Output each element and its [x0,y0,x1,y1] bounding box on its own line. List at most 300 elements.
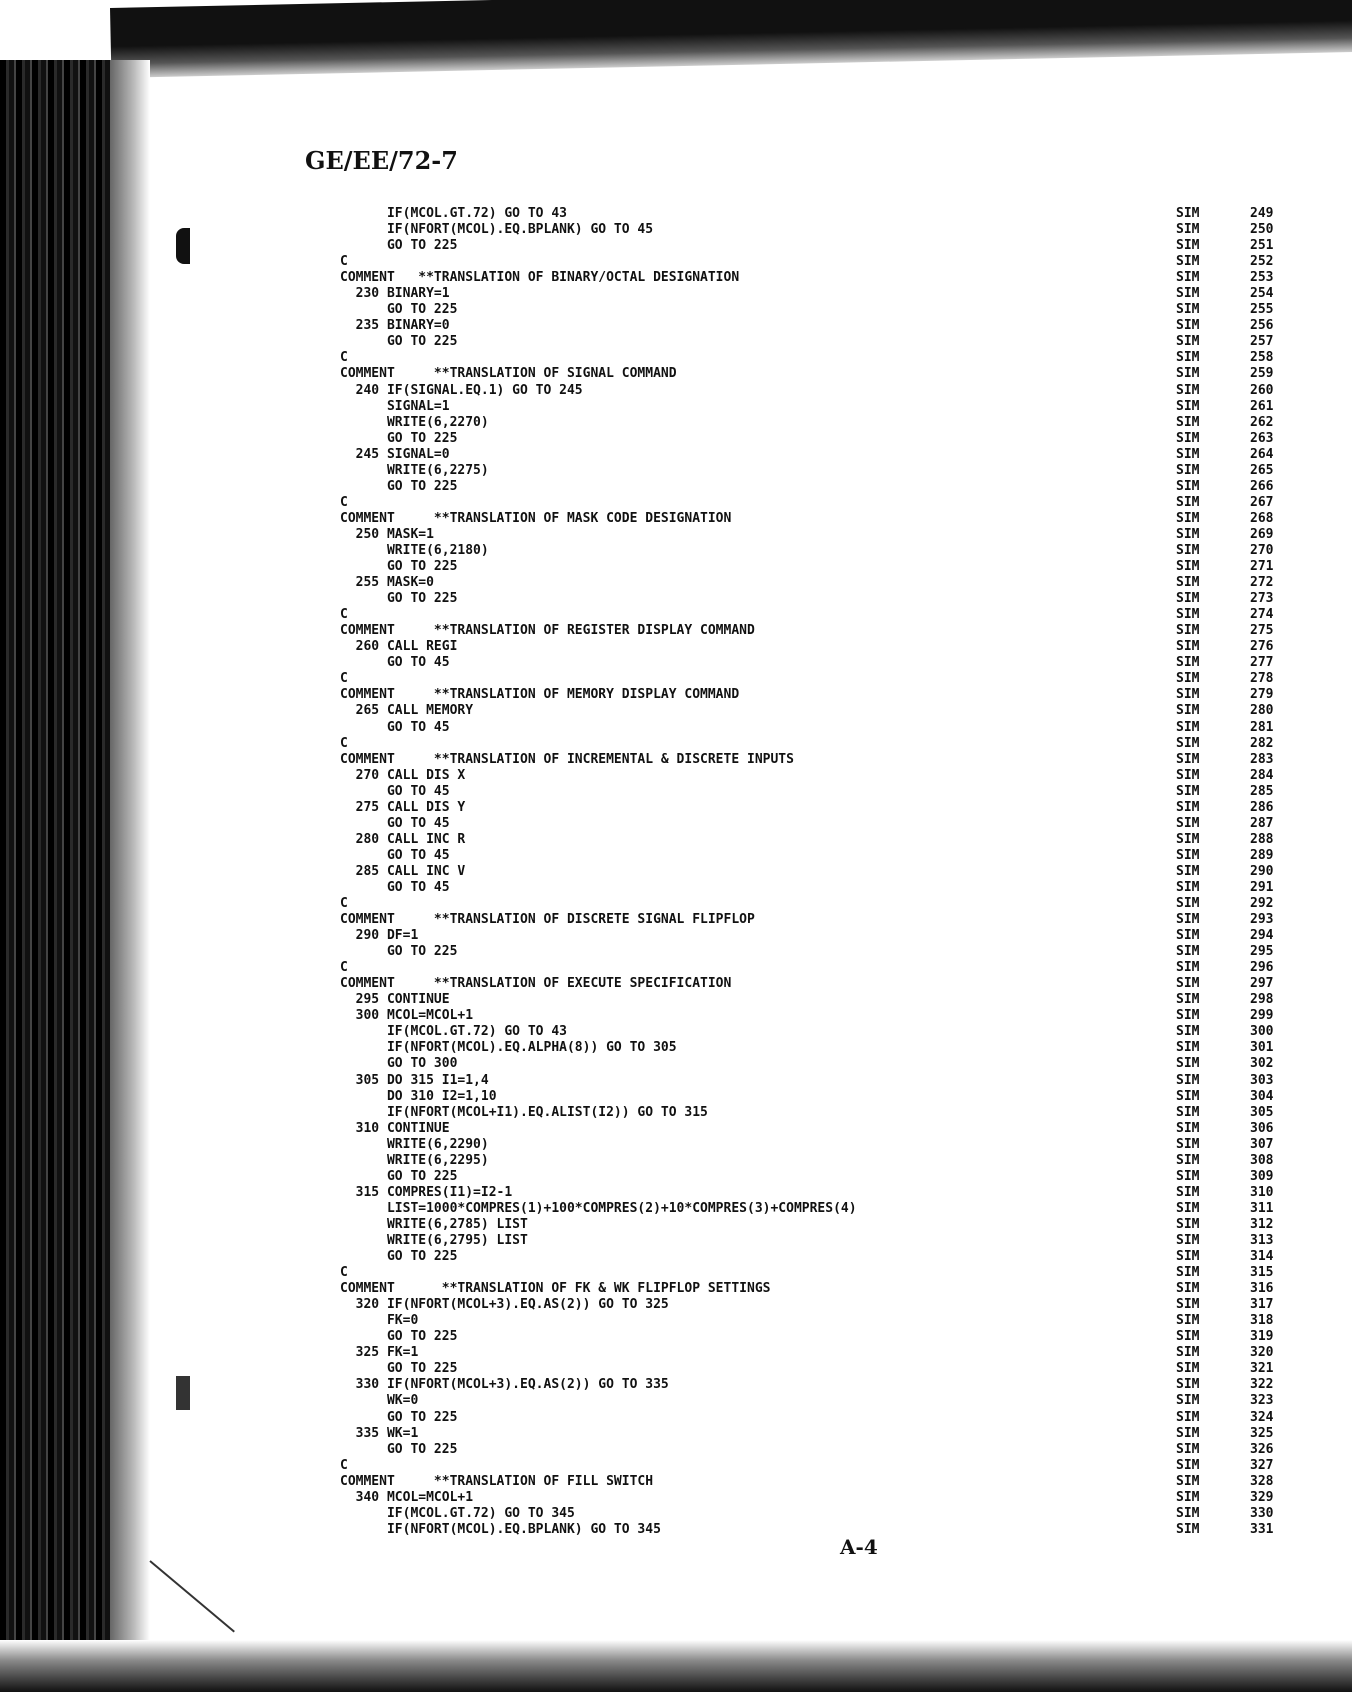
listing-row [340,1410,1300,1426]
listing-code: WRITE(6,2290) [340,1136,489,1152]
listing-code: IF(NFORT(MCOL+I1).EQ.ALIST(I2)) GO TO 315 [340,1104,708,1120]
listing-num: 277 [1250,655,1274,671]
listing-tag: SIM [1176,1072,1200,1088]
listing-tag: SIM [1176,1409,1200,1425]
listing-tag: SIM [1176,270,1200,286]
listing-tag: SIM [1176,350,1200,366]
listing-tag: SIM [1176,1281,1200,1297]
listing-code: WRITE(6,2785) LIST [340,1216,528,1232]
listing-tag: SIM [1176,1489,1200,1505]
listing-tag: SIM [1176,366,1200,382]
listing-tag: SIM [1176,286,1200,302]
listing-code: 250 MASK=1 [340,526,434,542]
listing-code: GO TO 225 [340,430,458,446]
listing-row [340,302,1300,318]
listing-row [340,1201,1300,1217]
listing-num: 319 [1250,1329,1274,1345]
listing-num: 264 [1250,446,1274,462]
listing-code: COMMENT **TRANSLATION OF FILL SWITCH [340,1473,654,1489]
listing-row [340,736,1300,752]
listing-num: 287 [1250,815,1274,831]
listing-row [340,992,1300,1008]
listing-row [340,1040,1300,1056]
listing-row [340,639,1300,655]
listing-tag: SIM [1176,751,1200,767]
listing-row [340,270,1300,286]
listing-row [340,383,1300,399]
listing-code: GO TO 225 [340,1361,458,1377]
listing-row [340,720,1300,736]
listing-tag: SIM [1176,687,1200,703]
listing-row [340,415,1300,431]
listing-code: 280 CALL INC R [340,831,466,847]
listing-code: 260 CALL REGI [340,639,458,655]
listing-code: COMMENT **TRANSLATION OF MASK CODE DESIGNATION [340,510,732,526]
listing-code: C [340,1457,348,1473]
listing-row [340,1506,1300,1522]
listing-num: 265 [1250,462,1274,478]
listing-num: 282 [1250,735,1274,751]
listing-num: 268 [1250,510,1274,526]
listing-row [340,318,1300,334]
listing-num: 321 [1250,1361,1274,1377]
listing-num: 327 [1250,1457,1274,1473]
listing-tag: SIM [1176,1056,1200,1072]
listing-num: 315 [1250,1265,1274,1281]
listing-code: 335 WK=1 [340,1425,419,1441]
listing-tag: SIM [1176,1024,1200,1040]
listing-row [340,623,1300,639]
scan-bottom-shadow [0,1640,1352,1692]
listing-num: 329 [1250,1489,1274,1505]
listing-tag: SIM [1176,863,1200,879]
listing-code: DO 310 I2=1,10 [340,1088,497,1104]
listing-row [340,366,1300,382]
listing-code: 290 DF=1 [340,928,419,944]
listing-tag: SIM [1176,510,1200,526]
listing-tag: SIM [1176,960,1200,976]
listing-row [340,848,1300,864]
listing-tag: SIM [1176,446,1200,462]
listing-num: 259 [1250,366,1274,382]
listing-row [340,864,1300,880]
listing-num: 302 [1250,1056,1274,1072]
listing-row [340,463,1300,479]
listing-row [340,1056,1300,1072]
scan-page-edge [110,60,150,1660]
listing-code: COMMENT **TRANSLATION OF SIGNAL COMMAND [340,366,677,382]
code-listing [340,206,1300,1538]
listing-row [340,1089,1300,1105]
listing-row [340,495,1300,511]
listing-num: 303 [1250,1072,1274,1088]
listing-code: WRITE(6,2295) [340,1152,489,1168]
listing-code: GO TO 45 [340,719,450,735]
listing-num: 323 [1250,1393,1274,1409]
listing-row [340,1345,1300,1361]
listing-num: 299 [1250,1008,1274,1024]
listing-row [340,1121,1300,1137]
listing-tag: SIM [1176,639,1200,655]
listing-code: COMMENT **TRANSLATION OF INCREMENTAL & DISCRETE INPUTS [340,751,794,767]
listing-num: 288 [1250,831,1274,847]
listing-num: 289 [1250,847,1274,863]
listing-num: 316 [1250,1281,1274,1297]
listing-tag: SIM [1176,944,1200,960]
listing-code: WRITE(6,2180) [340,542,489,558]
listing-tag: SIM [1176,655,1200,671]
listing-row [340,1185,1300,1201]
listing-num: 304 [1250,1088,1274,1104]
listing-row [340,511,1300,527]
listing-code: C [340,254,348,270]
listing-code: IF(NFORT(MCOL).EQ.BPLANK) GO TO 345 [340,1521,661,1537]
listing-row [340,431,1300,447]
listing-num: 330 [1250,1505,1274,1521]
listing-num: 261 [1250,398,1274,414]
listing-num: 318 [1250,1313,1274,1329]
listing-tag: SIM [1176,542,1200,558]
listing-code: GO TO 225 [340,944,458,960]
listing-tag: SIM [1176,1104,1200,1120]
listing-code: GO TO 225 [340,1168,458,1184]
listing-num: 324 [1250,1409,1274,1425]
listing-tag: SIM [1176,1457,1200,1473]
listing-tag: SIM [1176,559,1200,575]
listing-num: 250 [1250,222,1274,238]
document-id: GE/EE/72-7 [305,146,458,175]
listing-tag: SIM [1176,462,1200,478]
listing-num: 290 [1250,863,1274,879]
listing-tag: SIM [1176,1120,1200,1136]
listing-num: 278 [1250,671,1274,687]
listing-tag: SIM [1176,206,1200,221]
listing-row [340,1313,1300,1329]
listing-code: WRITE(6,2270) [340,414,489,430]
listing-row [340,1329,1300,1345]
listing-num: 328 [1250,1473,1274,1489]
listing-row [340,960,1300,976]
listing-code: GO TO 225 [340,559,458,575]
listing-num: 262 [1250,414,1274,430]
listing-code: COMMENT **TRANSLATION OF DISCRETE SIGNAL FLIPFLOP [340,912,755,928]
listing-row [340,655,1300,671]
listing-row [340,976,1300,992]
listing-tag: SIM [1176,1040,1200,1056]
listing-tag: SIM [1176,1361,1200,1377]
scan-top-shadow [110,0,1352,78]
listing-tag: SIM [1176,1313,1200,1329]
binding-hole-bottom [176,1376,190,1410]
listing-code: IF(NFORT(MCOL).EQ.ALPHA(8)) GO TO 305 [340,1040,677,1056]
listing-num: 293 [1250,912,1274,928]
listing-num: 295 [1250,944,1274,960]
listing-row [340,1024,1300,1040]
listing-row [340,1153,1300,1169]
listing-tag: SIM [1176,302,1200,318]
listing-num: 297 [1250,976,1274,992]
listing-tag: SIM [1176,1441,1200,1457]
listing-code: COMMENT **TRANSLATION OF FK & WK FLIPFLOP SETTINGS [340,1281,771,1297]
listing-num: 276 [1250,639,1274,655]
listing-tag: SIM [1176,1345,1200,1361]
listing-tag: SIM [1176,671,1200,687]
listing-tag: SIM [1176,831,1200,847]
listing-tag: SIM [1176,1521,1200,1537]
listing-row [340,1490,1300,1506]
listing-num: 275 [1250,623,1274,639]
listing-code: C [340,735,348,751]
listing-tag: SIM [1176,799,1200,815]
listing-row [340,350,1300,366]
listing-code: GO TO 225 [340,591,458,607]
listing-num: 284 [1250,767,1274,783]
listing-num: 331 [1250,1521,1274,1537]
listing-row [340,1281,1300,1297]
listing-row [340,944,1300,960]
listing-code: 295 CONTINUE [340,992,450,1008]
listing-num: 320 [1250,1345,1274,1361]
listing-tag: SIM [1176,1265,1200,1281]
listing-tag: SIM [1176,318,1200,334]
listing-num: 285 [1250,783,1274,799]
listing-num: 258 [1250,350,1274,366]
listing-tag: SIM [1176,1473,1200,1489]
listing-code: C [340,1265,348,1281]
listing-row [340,1217,1300,1233]
listing-num: 286 [1250,799,1274,815]
listing-tag: SIM [1176,1425,1200,1441]
listing-code: GO TO 225 [340,302,458,318]
binding-hole-top [176,228,190,264]
listing-code: IF(MCOL.GT.72) GO TO 345 [340,1505,575,1521]
listing-num: 326 [1250,1441,1274,1457]
listing-tag: SIM [1176,238,1200,254]
listing-code: GO TO 45 [340,847,450,863]
listing-row [340,591,1300,607]
listing-num: 314 [1250,1249,1274,1265]
listing-code: 235 BINARY=0 [340,318,450,334]
listing-code: GO TO 225 [340,478,458,494]
listing-code: C [340,896,348,912]
listing-code: GO TO 45 [340,655,450,671]
listing-row [340,896,1300,912]
listing-num: 266 [1250,478,1274,494]
listing-row [340,1073,1300,1089]
listing-num: 305 [1250,1104,1274,1120]
listing-row [340,912,1300,928]
listing-num: 308 [1250,1152,1274,1168]
listing-row [340,1105,1300,1121]
listing-tag: SIM [1176,1008,1200,1024]
listing-tag: SIM [1176,1168,1200,1184]
listing-tag: SIM [1176,735,1200,751]
listing-num: 279 [1250,687,1274,703]
listing-num: 301 [1250,1040,1274,1056]
listing-code: 255 MASK=0 [340,575,434,591]
listing-code: C [340,350,348,366]
listing-code: COMMENT **TRANSLATION OF REGISTER DISPLAY COMMAND [340,623,755,639]
listing-num: 257 [1250,334,1274,350]
listing-num: 312 [1250,1216,1274,1232]
listing-row [340,687,1300,703]
listing-row [340,254,1300,270]
listing-num: 269 [1250,526,1274,542]
listing-code: SIGNAL=1 [340,398,450,414]
listing-code: GO TO 225 [340,334,458,350]
listing-num: 251 [1250,238,1274,254]
listing-tag: SIM [1176,767,1200,783]
listing-tag: SIM [1176,847,1200,863]
listing-num: 322 [1250,1377,1274,1393]
listing-tag: SIM [1176,222,1200,238]
listing-tag: SIM [1176,591,1200,607]
listing-tag: SIM [1176,1136,1200,1152]
listing-tag: SIM [1176,896,1200,912]
listing-code: WRITE(6,2795) LIST [340,1233,528,1248]
listing-tag: SIM [1176,430,1200,446]
listing-num: 270 [1250,542,1274,558]
listing-code: 305 DO 315 I1=1,4 [340,1072,489,1088]
listing-num: 272 [1250,575,1274,591]
listing-code: COMMENT **TRANSLATION OF BINARY/OCTAL DESIGNATION [340,270,740,286]
listing-row [340,928,1300,944]
listing-row [340,784,1300,800]
listing-code: 230 BINARY=1 [340,286,450,302]
listing-tag: SIM [1176,815,1200,831]
listing-row [340,1297,1300,1313]
listing-code: COMMENT **TRANSLATION OF EXECUTE SPECIFICATION [340,976,732,992]
listing-row [340,286,1300,302]
listing-code: GO TO 300 [340,1056,458,1072]
listing-num: 317 [1250,1297,1274,1313]
listing-num: 294 [1250,928,1274,944]
listing-row [340,334,1300,350]
listing-row [340,1361,1300,1377]
listing-code: 330 IF(NFORT(MCOL+3).EQ.AS(2)) GO TO 335 [340,1377,669,1393]
listing-row [340,1169,1300,1185]
listing-code: 300 MCOL=MCOL+1 [340,1008,474,1024]
listing-row [340,816,1300,832]
listing-row [340,800,1300,816]
listing-tag: SIM [1176,928,1200,944]
listing-code: IF(MCOL.GT.72) GO TO 43 [340,206,567,221]
listing-tag: SIM [1176,382,1200,398]
listing-row [340,1249,1300,1265]
listing-row [340,543,1300,559]
listing-tag: SIM [1176,1233,1200,1248]
listing-num: 298 [1250,992,1274,1008]
listing-num: 256 [1250,318,1274,334]
listing-code: 265 CALL MEMORY [340,703,474,719]
listing-code: 285 CALL INC V [340,863,466,879]
listing-num: 307 [1250,1136,1274,1152]
listing-code: 320 IF(NFORT(MCOL+3).EQ.AS(2)) GO TO 325 [340,1297,669,1313]
listing-code: C [340,607,348,623]
listing-tag: SIM [1176,912,1200,928]
listing-num: 310 [1250,1184,1274,1200]
listing-tag: SIM [1176,1184,1200,1200]
listing-row [340,479,1300,495]
listing-row [340,671,1300,687]
listing-tag: SIM [1176,703,1200,719]
listing-row [340,1008,1300,1024]
listing-num: 313 [1250,1233,1274,1248]
listing-code: IF(NFORT(MCOL).EQ.BPLANK) GO TO 45 [340,222,654,238]
listing-tag: SIM [1176,526,1200,542]
listing-num: 283 [1250,751,1274,767]
listing-code: GO TO 45 [340,783,450,799]
listing-code: 325 FK=1 [340,1345,419,1361]
listing-row [340,399,1300,415]
listing-code: FK=0 [340,1313,419,1329]
listing-num: 280 [1250,703,1274,719]
listing-code: LIST=1000*COMPRES(1)+100*COMPRES(2)+10*COMPRES(3)+COMPRES(4) [340,1200,857,1216]
listing-num: 271 [1250,559,1274,575]
listing-row [340,880,1300,896]
listing-tag: SIM [1176,879,1200,895]
listing-tag: SIM [1176,1200,1200,1216]
listing-row [340,222,1300,238]
listing-num: 260 [1250,382,1274,398]
listing-row [340,832,1300,848]
listing-row [340,607,1300,623]
listing-tag: SIM [1176,398,1200,414]
listing-code: WRITE(6,2275) [340,462,489,478]
listing-code: 275 CALL DIS Y [340,799,466,815]
listing-num: 253 [1250,270,1274,286]
listing-code: WK=0 [340,1393,419,1409]
listing-row [340,575,1300,591]
listing-num: 252 [1250,254,1274,270]
listing-num: 249 [1250,206,1274,221]
listing-row [340,1458,1300,1474]
listing-code: 310 CONTINUE [340,1120,450,1136]
listing-row [340,1522,1300,1538]
listing-code: IF(MCOL.GT.72) GO TO 43 [340,1024,567,1040]
listing-tag: SIM [1176,1216,1200,1232]
listing-row [340,1442,1300,1458]
listing-code: C [340,960,348,976]
listing-row [340,703,1300,719]
listing-num: 281 [1250,719,1274,735]
listing-tag: SIM [1176,494,1200,510]
scan-binding-shadow [0,60,110,1692]
listing-row [340,1265,1300,1281]
listing-num: 255 [1250,302,1274,318]
listing-tag: SIM [1176,992,1200,1008]
listing-row [340,1377,1300,1393]
listing-row [340,527,1300,543]
listing-tag: SIM [1176,414,1200,430]
listing-code: GO TO 225 [340,1249,458,1265]
listing-num: 292 [1250,896,1274,912]
listing-row [340,447,1300,463]
listing-row [340,1393,1300,1409]
listing-num: 311 [1250,1200,1274,1216]
listing-code: GO TO 45 [340,815,450,831]
listing-tag: SIM [1176,478,1200,494]
listing-code: GO TO 225 [340,1409,458,1425]
document-page [150,80,1340,1640]
listing-tag: SIM [1176,1377,1200,1393]
listing-code: GO TO 45 [340,879,450,895]
listing-code: 240 IF(SIGNAL.EQ.1) GO TO 245 [340,382,583,398]
listing-code: C [340,671,348,687]
listing-row [340,1233,1300,1249]
listing-row [340,559,1300,575]
listing-num: 296 [1250,960,1274,976]
